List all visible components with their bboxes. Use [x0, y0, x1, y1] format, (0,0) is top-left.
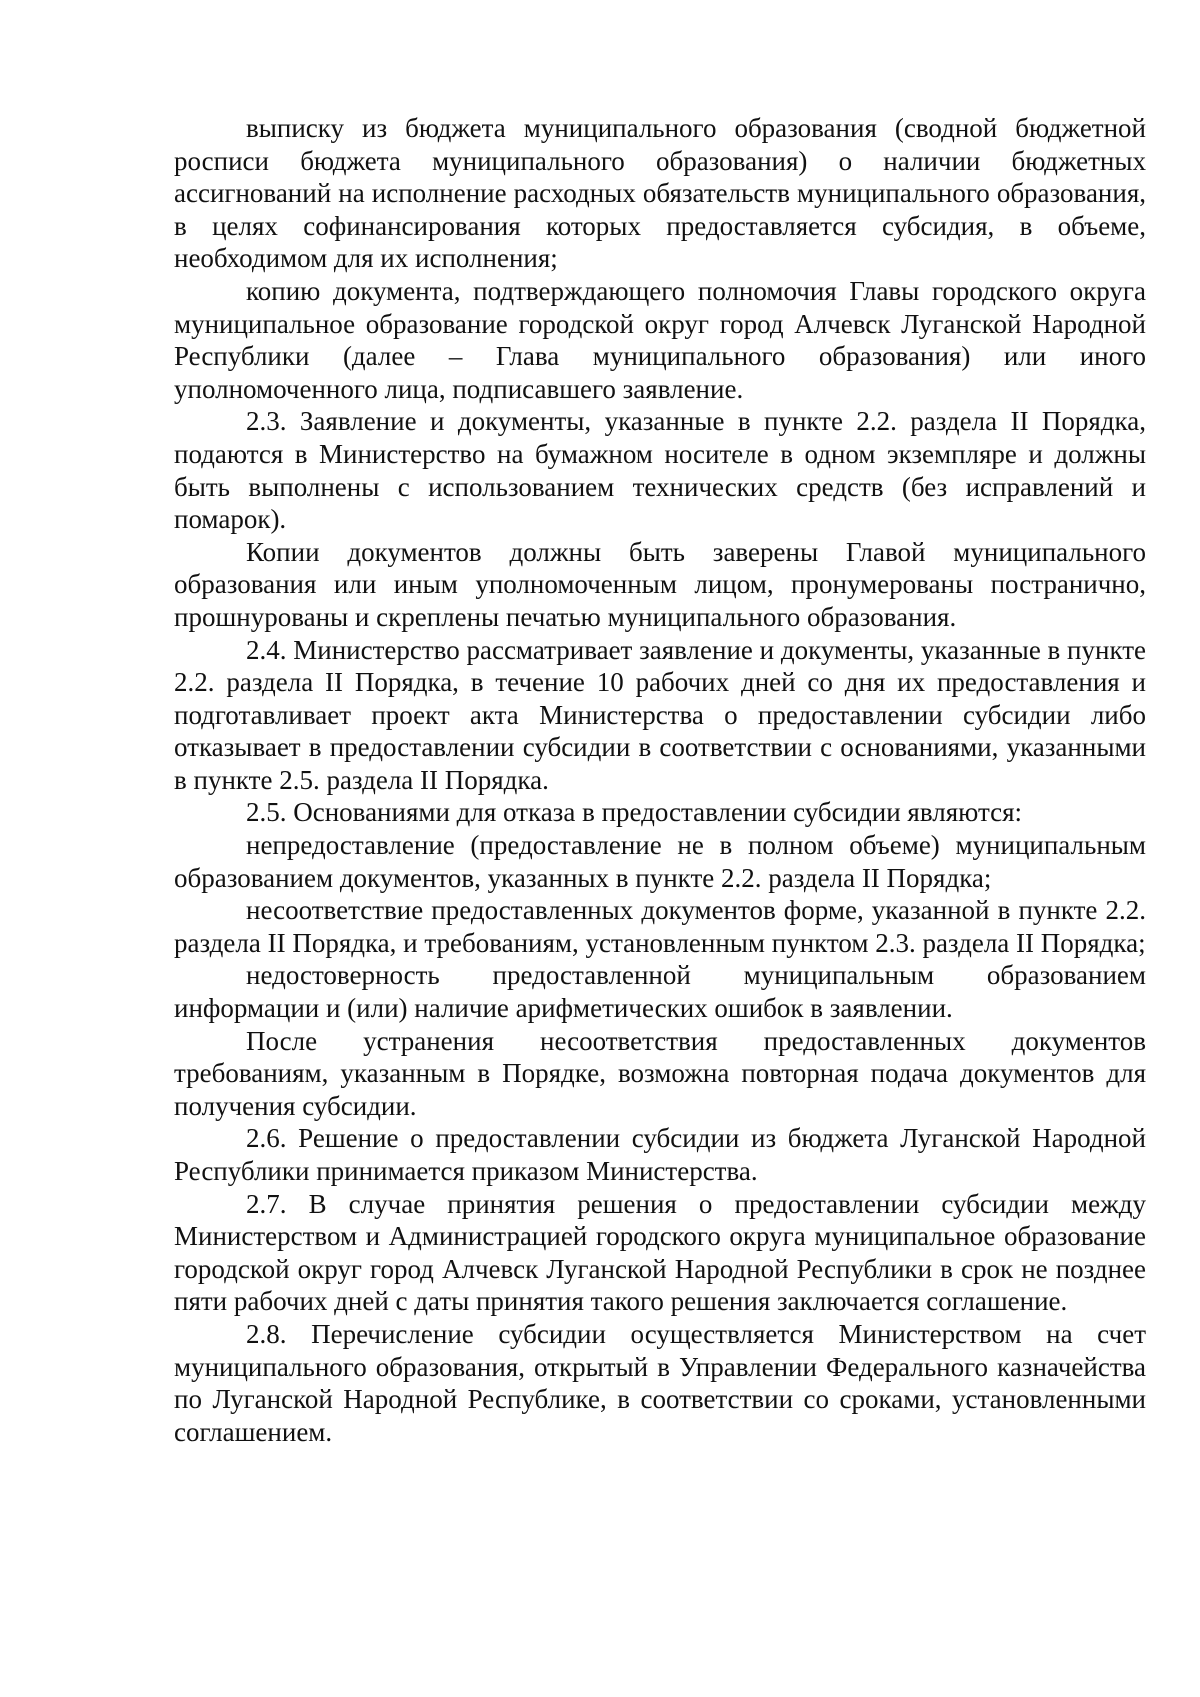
paragraph-copies-certified: Копии документов должны быть заверены Главой муниципального образования или иным уполномоченным лицом, пронумерованы постранично, прошнурованы и скреплены печатью муниципального образования.: [174, 536, 1146, 632]
paragraph-2-8: 2.8. Перечисление субсидии осуществляется Министерством на счет муниципального образования, открытый в Управлении Федерального казначейства по Луганской Народной Республике, в соответствии со сроками, установленными соглашением.: [174, 1318, 1146, 1447]
paragraph-refusal-reason-3: недостоверность предоставленной муниципальным образованием информации и (или) наличие арифметических ошибок в заявлении.: [174, 960, 1146, 1024]
paragraph-refusal-reason-2: несоответствие предоставленных документов форме, указанной в пункте 2.2. раздела II Порядка, и требованиям, установленным пунктом 2.3. раздела II Порядка;: [174, 895, 1146, 958]
paragraph-budget-extract: выписку из бюджета муниципального образования (сводной бюджетной росписи бюджета муниципального образования) о наличии бюджетных ассигнований на исполнение расходных обязательств муниципального образования, в целях софинансирования которых предоставляется субсидия, в объеме, необходимом для их исполнения;: [174, 113, 1146, 274]
document-page: [174, 112, 1146, 1448]
paragraph-2-6: 2.6. Решение о предоставлении субсидии из бюджета Луганской Народной Республики принимается приказом Министерства.: [174, 1123, 1146, 1186]
paragraph-authority-copy: копию документа, подтверждающего полномочия Главы городского округа муниципальное образование городской округ город Алчевск Луганской Народной Республики (далее – Глава муниципального образования) или иного уполномоченного лица, подписавшего заявление.: [174, 275, 1146, 404]
paragraph-2-5: 2.5. Основаниями для отказа в предоставлении субсидии являются:: [246, 797, 1022, 828]
paragraph-2-4: 2.4. Министерство рассматривает заявление и документы, указанные в пункте 2.2. раздела II Порядка, в течение 10 рабочих дней со дня их предоставления и подготавливает проект акта Министерства о предоставлении субсидии либо отказывает в предоставлении субсидии в соответствии с основаниями, указанными в пункте 2.5. раздела II Порядка.: [174, 634, 1146, 795]
paragraph-resubmission: После устранения несоответствия предоставленных документов требованиям, указанным в Порядке, возможна повторная подача документов для получения субсидии.: [174, 1025, 1146, 1121]
paragraph-2-7: 2.7. В случае принятия решения о предоставлении субсидии между Министерством и Администрацией городского округа муниципальное образование городской округ город Алчевск Луганской Народной Республики в срок не позднее пяти рабочих дней с даты принятия такого решения заключается соглашение.: [174, 1188, 1146, 1317]
paragraph-refusal-reason-1: непредоставление (предоставление не в полном объеме) муниципальным образованием документов, указанных в пункте 2.2. раздела II Порядка;: [174, 830, 1146, 893]
paragraph-2-3: 2.3. Заявление и документы, указанные в пункте 2.2. раздела II Порядка, подаются в Министерство на бумажном носителе в одном экземпляре и должны быть выполнены с использованием технических средств (без исправлений и помарок).: [174, 406, 1146, 535]
